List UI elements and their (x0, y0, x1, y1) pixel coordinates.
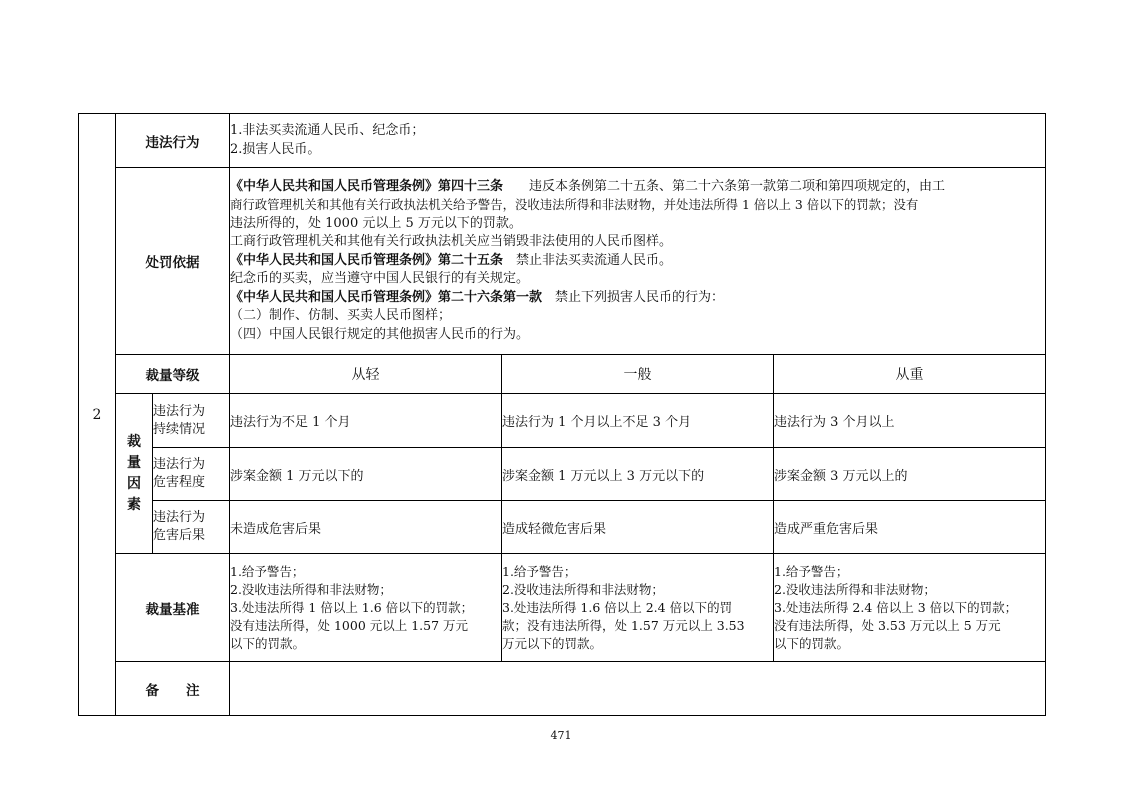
remark-label: 备 注 (116, 662, 230, 716)
factor-value: 未造成危害后果 (230, 501, 502, 554)
remark-value (230, 662, 1046, 716)
level-light: 从轻 (230, 355, 502, 394)
factor-name-line: 违法行为 (153, 457, 206, 472)
violation-line: 1.非法买卖流通人民币、纪念币； (230, 123, 425, 138)
factor-name-line: 危害后果 (153, 528, 206, 543)
level-heavy: 从重 (774, 355, 1046, 394)
basis-content (230, 168, 1046, 355)
article-text: 禁止下列损害人民币的行为： (555, 289, 725, 305)
factor-value: 违法行为 3 个月以上 (774, 394, 1046, 448)
article-title: 《中华人民共和国人民币管理条例》第二十五条 (230, 252, 504, 268)
standard-line: 没有违法所得，处 1000 元以上 1.57 万元 (230, 617, 469, 633)
standard-heavy (774, 554, 1046, 662)
violation-line: 2.损害人民币。 (230, 141, 321, 157)
factors-label-char: 因 (127, 475, 141, 492)
factor-name-line: 持续情况 (153, 421, 206, 437)
standard-line: 以下的罚款。 (230, 635, 306, 651)
item-number: 2 (79, 114, 116, 716)
factors-label-char: 素 (127, 496, 141, 513)
article-text: （二）制作、仿制、买卖人民币图样； (230, 308, 452, 324)
factor-value: 涉案金额 3 万元以上的 (774, 448, 1046, 501)
factor-value: 违法行为 1 个月以上不足 3 个月 (502, 394, 774, 448)
factors-label (116, 394, 153, 554)
standard-normal (502, 554, 774, 662)
factor-name (153, 501, 230, 554)
article-text: 违反本条例第二十五条、第二十六条第一款第二项和第四项规定的，由工 (529, 178, 946, 194)
standard-label: 裁量基准 (116, 554, 230, 662)
basis-label: 处罚依据 (116, 168, 230, 355)
standard-line: 万元以下的罚款。 (502, 635, 603, 651)
standard-line: 款；没有违法所得，处 1.57 万元以上 3.53 (502, 617, 745, 633)
article-title: 《中华人民共和国人民币管理条例》第二十六条第一款 (230, 289, 543, 305)
standard-line: 1.给予警告； (230, 563, 305, 579)
factor-name-line: 危害程度 (153, 475, 206, 490)
factor-name-line: 违法行为 (153, 510, 206, 525)
level-normal: 一般 (502, 355, 774, 394)
article-text: 违法所得的，处 1000 元以上 5 万元以下的罚款。 (230, 215, 522, 231)
standard-light (230, 554, 502, 662)
standard-line: 2.没收违法所得和非法财物； (230, 581, 392, 597)
factor-value: 违法行为不足 1 个月 (230, 394, 502, 448)
discretion-table (78, 113, 1046, 716)
standard-line: 1.给予警告； (774, 563, 849, 579)
standard-line: 3.处违法所得 1 倍以上 1.6 倍以下的罚款； (230, 599, 474, 615)
article-text: 纪念币的买卖，应当遵守中国人民银行的有关规定。 (230, 271, 530, 287)
factor-value: 涉案金额 1 万元以上 3 万元以下的 (502, 448, 774, 501)
violation-label: 违法行为 (116, 114, 230, 168)
page-number: 471 (550, 729, 572, 742)
standard-line: 3.处违法所得 1.6 倍以上 2.4 倍以下的罚 (502, 599, 733, 615)
article-text: 工商行政管理机关和其他有关行政执法机关应当销毁非法使用的人民币图样。 (230, 234, 673, 250)
factors-label-char: 量 (127, 454, 141, 471)
factor-name (153, 448, 230, 501)
factor-name (153, 394, 230, 448)
factor-name-line: 违法行为 (153, 403, 206, 419)
article-title: 《中华人民共和国人民币管理条例》第四十三条 (230, 178, 504, 194)
standard-line: 以下的罚款。 (774, 635, 850, 651)
article-text: 商行政管理机关和其他有关行政执法机关给予警告，没收违法所得和非法财物，并处违法所得 1 倍以上 3 倍以下的罚款；没有 (230, 197, 919, 213)
standard-line: 3.处违法所得 2.4 倍以上 3 倍以下的罚款； (774, 599, 1018, 615)
factor-value: 造成轻微危害后果 (502, 501, 774, 554)
violation-content (230, 114, 1046, 168)
article-text: （四）中国人民银行规定的其他损害人民币的行为。 (230, 326, 530, 342)
factor-value: 涉案金额 1 万元以下的 (230, 448, 502, 501)
article-text: 禁止非法买卖流通人民币。 (516, 252, 673, 268)
grade-label: 裁量等级 (116, 355, 230, 394)
standard-line: 2.没收违法所得和非法财物； (502, 581, 664, 597)
factor-value: 造成严重危害后果 (774, 501, 1046, 554)
standard-line: 2.没收违法所得和非法财物； (774, 581, 936, 597)
standard-line: 1.给予警告； (502, 563, 577, 579)
factors-label-char: 裁 (127, 433, 141, 450)
standard-line: 没有违法所得，处 3.53 万元以上 5 万元 (774, 617, 1001, 633)
